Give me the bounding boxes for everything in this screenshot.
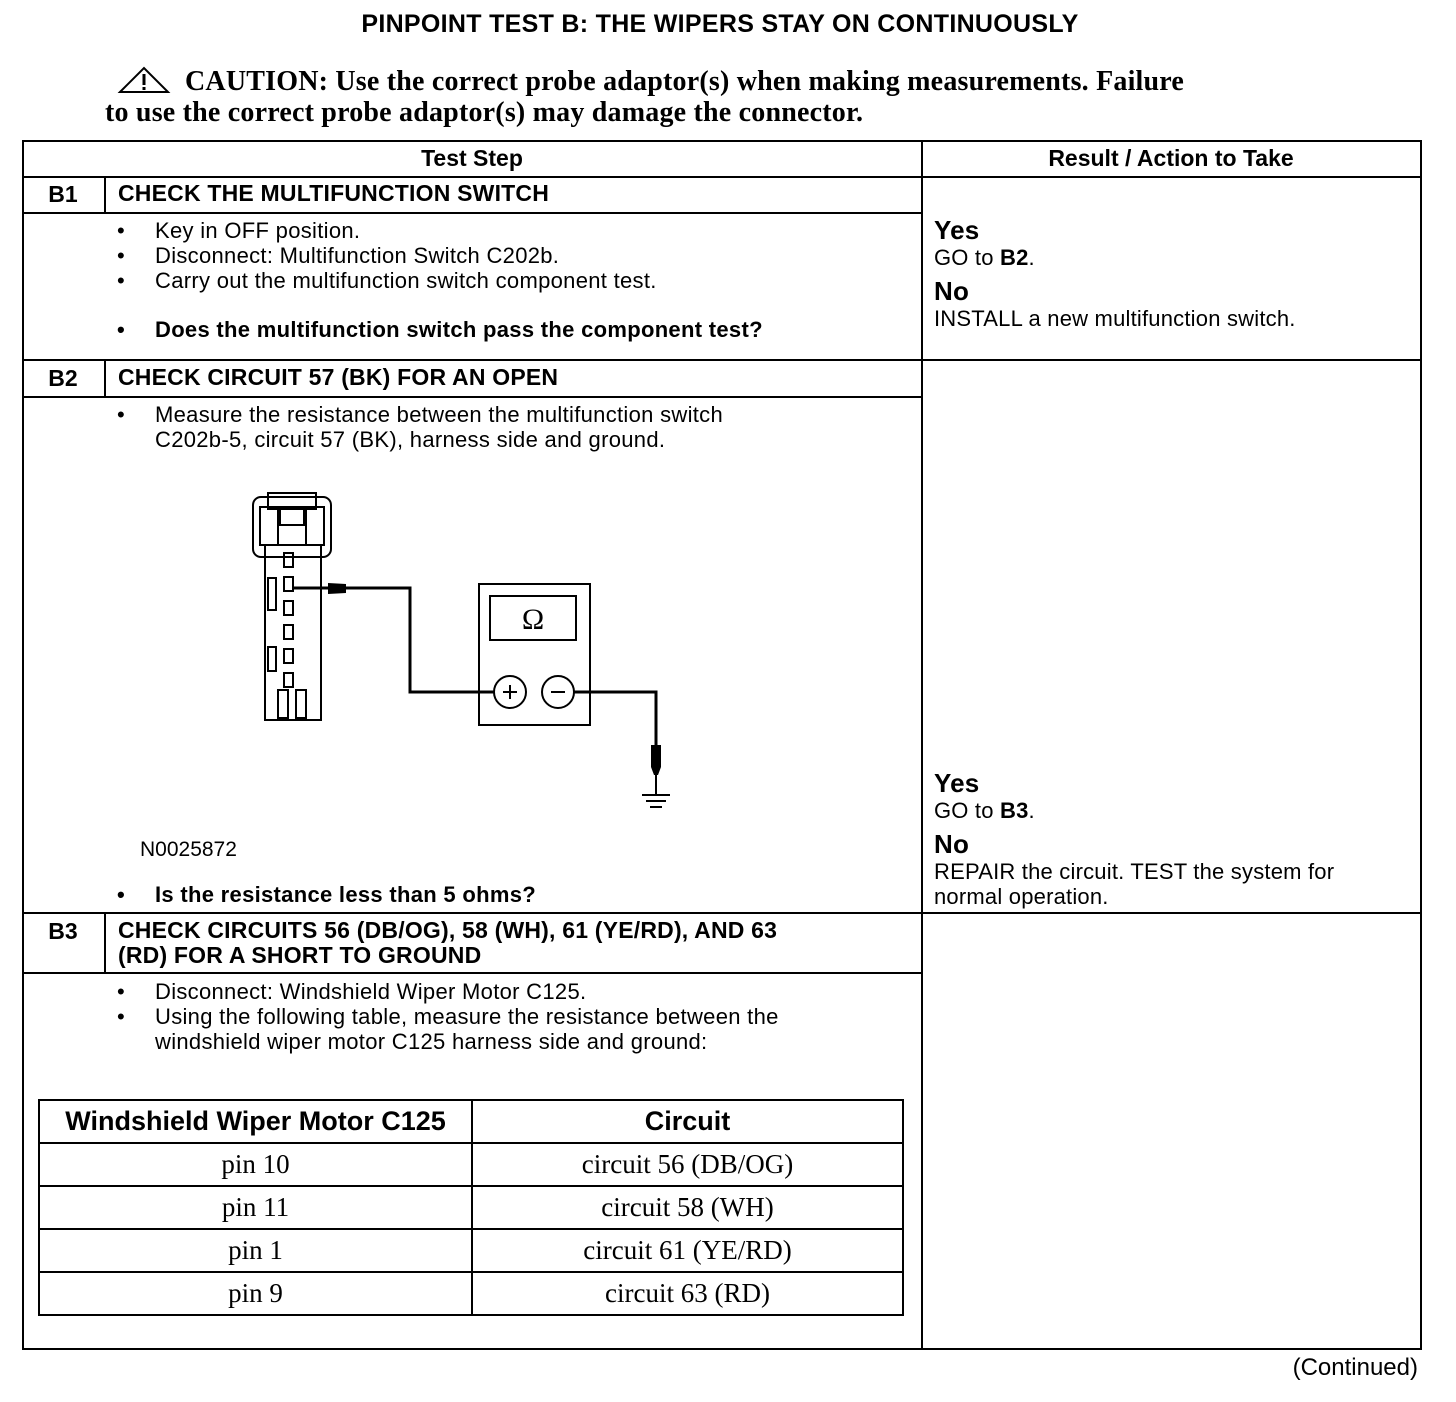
table-row bbox=[39, 1272, 903, 1315]
b2-question bbox=[117, 882, 536, 907]
list-item-continued: C202b-5, circuit 57 (BK), harness side and ground. bbox=[155, 427, 666, 452]
table-row bbox=[39, 1186, 903, 1229]
no-label: No bbox=[934, 276, 970, 306]
circuit-cell: circuit 63 (RD) bbox=[472, 1272, 903, 1315]
caution-line-2: to use the correct probe adaptor(s) may damage the connector. bbox=[105, 97, 864, 128]
circuit-cell: circuit 61 (YE/RD) bbox=[472, 1229, 903, 1272]
no-label: No bbox=[934, 829, 970, 859]
continued-label: (Continued) bbox=[1292, 1354, 1418, 1381]
step-heading-b1: CHECK THE MULTIFUNCTION SWITCH bbox=[118, 180, 550, 206]
b1-result bbox=[934, 215, 1296, 331]
step-id-b3: B3 bbox=[48, 918, 78, 944]
header-result: Result / Action to Take bbox=[1048, 145, 1294, 171]
positive-lead bbox=[340, 588, 494, 692]
no-action: INSTALL a new multifunction switch. bbox=[934, 306, 1296, 331]
b1-bullets bbox=[117, 218, 763, 342]
list-item: • Disconnect: Multifunction Switch C202b. bbox=[117, 243, 560, 268]
table-bottom-border bbox=[22, 1348, 1422, 1350]
list-item-question: • Does the multifunction switch pass the component test? bbox=[117, 317, 763, 342]
table-row bbox=[39, 1143, 903, 1186]
table-top-border bbox=[22, 140, 1422, 142]
caution-line-1: CAUTION: Use the correct probe adaptor(s) when making measurements. Failure bbox=[185, 66, 1185, 97]
pin-cell: pin 9 bbox=[39, 1272, 472, 1315]
pin-cell: pin 10 bbox=[39, 1143, 472, 1186]
pin-circuit-table bbox=[38, 1099, 904, 1316]
table-right-border bbox=[1420, 140, 1422, 1350]
yes-label: Yes bbox=[934, 768, 980, 798]
col-header-circuit: Circuit bbox=[472, 1100, 903, 1143]
pin-cell: pin 1 bbox=[39, 1229, 472, 1272]
b3-heading-divider bbox=[22, 972, 922, 974]
yes-action: GO to B2. bbox=[934, 245, 1035, 270]
list-item: • Measure the resistance between the multifunction switch bbox=[117, 402, 724, 427]
b1-heading-divider bbox=[22, 212, 922, 214]
list-item: • Carry out the multifunction switch component test. bbox=[117, 268, 657, 293]
caution-text bbox=[105, 66, 1325, 128]
b1-b2-divider bbox=[22, 359, 1422, 361]
b2-id-divider bbox=[104, 359, 106, 397]
table-header-row bbox=[39, 1100, 903, 1143]
b1-id-divider bbox=[104, 176, 106, 213]
header-test-step: Test Step bbox=[421, 145, 523, 171]
step-heading-b2: CHECK CIRCUIT 57 (BK) FOR AN OPEN bbox=[118, 364, 559, 390]
ohm-symbol: Ω bbox=[521, 603, 545, 636]
list-item: • Disconnect: Windshield Wiper Motor C125. bbox=[117, 979, 587, 1004]
b2-result bbox=[934, 768, 1334, 909]
figure-id: N0025872 bbox=[140, 838, 237, 861]
pin-cell: pin 11 bbox=[39, 1186, 472, 1229]
goto-b3-link[interactable]: B3 bbox=[1000, 798, 1029, 823]
list-item: • Using the following table, measure the resistance between the bbox=[117, 1004, 779, 1029]
header-divider bbox=[22, 176, 1422, 178]
page-title: PINPOINT TEST B: THE WIPERS STAY ON CONTINUOUSLY bbox=[361, 10, 1079, 38]
list-item-continued: windshield wiper motor C125 harness side and ground: bbox=[155, 1029, 708, 1054]
table-left-border bbox=[22, 140, 24, 1350]
b3-id-divider bbox=[104, 912, 106, 973]
table-row bbox=[39, 1229, 903, 1272]
list-item: • Key in OFF position. bbox=[117, 218, 361, 243]
no-action-line-1: REPAIR the circuit. TEST the system for bbox=[934, 859, 1335, 884]
step-id-b2: B2 bbox=[48, 365, 78, 391]
no-action-line-2: normal operation. bbox=[934, 884, 1109, 909]
b2-heading-divider bbox=[22, 396, 922, 398]
step-id-b1: B1 bbox=[48, 181, 78, 207]
column-divider bbox=[921, 140, 923, 1350]
goto-b2-link[interactable]: B2 bbox=[1000, 245, 1029, 270]
circuit-cell: circuit 56 (DB/OG) bbox=[472, 1143, 903, 1186]
circuit-cell: circuit 58 (WH) bbox=[472, 1186, 903, 1229]
list-item-question: • Is the resistance less than 5 ohms? bbox=[117, 882, 536, 907]
step-heading-b3: CHECK CIRCUITS 56 (DB/OG), 58 (WH), 61 (YE/RD), AND 63 (RD) FOR A SHORT TO GROUND bbox=[118, 917, 778, 968]
b2-b3-divider bbox=[22, 912, 1422, 914]
pin-5-terminal bbox=[284, 577, 293, 591]
yes-action: GO to B3. bbox=[934, 798, 1035, 823]
b2-bullets bbox=[117, 402, 724, 452]
multimeter-diagram bbox=[240, 485, 680, 815]
negative-lead bbox=[574, 692, 656, 747]
col-header-connector: Windshield Wiper Motor C125 bbox=[39, 1100, 472, 1143]
b3-bullets bbox=[117, 979, 779, 1054]
yes-label: Yes bbox=[934, 215, 980, 245]
